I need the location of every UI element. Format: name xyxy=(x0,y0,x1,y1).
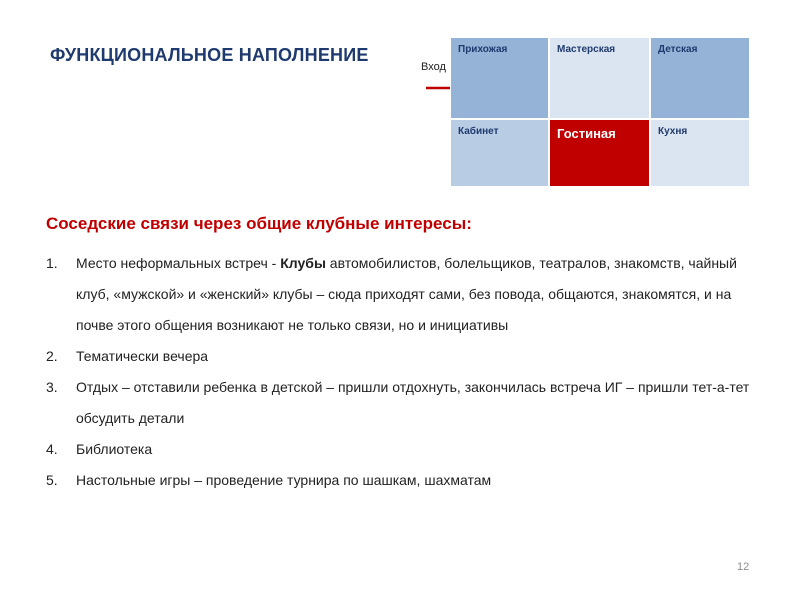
list-text: Тематически вечера xyxy=(76,348,209,364)
room-workshop: Мастерская xyxy=(549,37,650,119)
room-kids: Детская xyxy=(650,37,750,119)
room-kitchen: Кухня xyxy=(650,119,750,187)
room-living: Гостиная xyxy=(549,119,650,187)
club-list xyxy=(46,248,758,496)
list-number: 4. xyxy=(46,441,58,457)
slide-title: ФУНКЦИОНАЛЬНОЕ НАПОЛНЕНИЕ xyxy=(50,45,369,65)
list-text: автомобилистов, болельщиков, театралов, знакомств, чайный клуб, «мужской» и «женский» клубы – сюда приходят сами, без повода, общаются, знакомятся, и на почве этого общения возникают не только связи, но и инициативы xyxy=(76,255,737,333)
entrance-label: Вход xyxy=(421,61,446,73)
list-number: 5. xyxy=(46,472,58,488)
list-item xyxy=(46,465,758,496)
room-study: Кабинет xyxy=(450,119,549,187)
list-text-bold: Клубы xyxy=(280,255,326,271)
list-text: Место неформальных встреч - xyxy=(76,255,281,271)
page-number: 12 xyxy=(737,561,750,573)
list-item xyxy=(46,372,758,434)
section-subtitle: Соседские связи через общие клубные интересы: xyxy=(46,214,472,233)
room-hall: Прихожая xyxy=(450,37,549,119)
list-text: Отдых – отставили ребенка в детской – пришли отдохнуть, закончилась встреча ИГ – пришли тет-а-тет обсудить детали xyxy=(76,379,750,426)
list-item xyxy=(46,434,758,465)
list-item xyxy=(46,248,758,341)
list-text: Библиотека xyxy=(76,441,153,457)
list-text: Настольные игры – проведение турнира по шашкам, шахматам xyxy=(76,472,492,488)
list-number: 2. xyxy=(46,348,58,364)
floor-plan xyxy=(450,37,750,187)
list-number: 3. xyxy=(46,379,58,395)
list-item xyxy=(46,341,758,372)
list-number: 1. xyxy=(46,255,58,271)
